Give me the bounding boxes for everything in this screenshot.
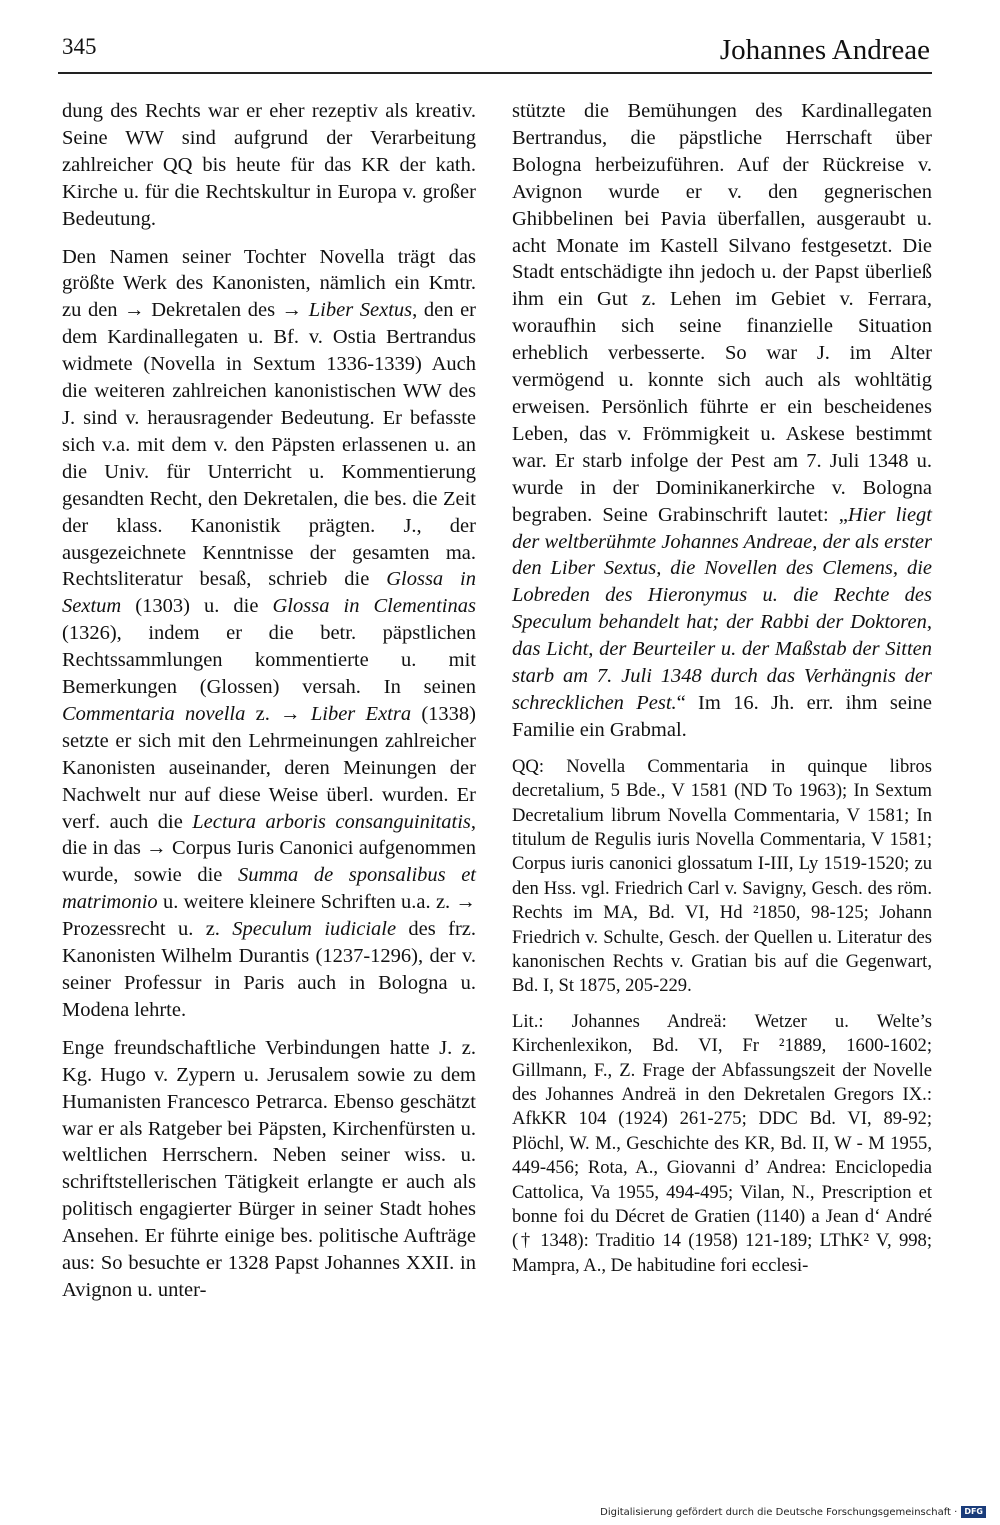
- italic-text: Commentaria novella: [62, 702, 246, 725]
- text-run: u. weitere kleinere Schriften u.a. z. → Prozessrecht u. z.: [62, 891, 476, 941]
- text-run: stützte die Bemühungen des Kardinallegaten Bertrandus, die päpstliche Herrschaft über Bologna herbeizuführen. Auf der Rückreise v. Avignon wurde er v. den gegnerischen Ghibbelinen bei Pavia überfallen, ausgeraubt u. acht Monate im Kastell Silvano festgesetzt. Die Stadt entschädigte ihn jedoch u. der Papst überließ ihm ein Gut z. Lehen im Gebiet v. Ferrara, woraufhin sich seine finanzielle Situation erheblich verbesserte. So war J. im Alter vermögend u. konnte sich auch als wohltätig erweisen. Persönlich führte er ein bescheidenes Leben, das v. Frömmigkeit u. Askese bestimmt war. Er starb infolge der Pest am 7. Juli 1348 u. wurde in der Dominikanerkirche v. Bologna begraben. Seine Grabinschrift lautet: „: [512, 100, 932, 526]
- italic-text: Glossa in Clementinas: [272, 595, 476, 618]
- text-run: dung des Rechts war er eher rezeptiv als kreativ. Seine WW sind aufgrund der Verarbeitung zahlreicher QQ bis heute für das KR der kath. Kirche u. für die Rechtskultur in Europa v. großer Bedeutung.: [62, 100, 476, 230]
- italic-text: Glossa in Sextum: [62, 568, 476, 618]
- text-run: , den er dem Kardinallegaten u. Bf. v. Ostia Bertrandus widmete (Novella in Sextum 1336-1339) Auch die weiteren zahlreichen kanonistischen WW des J. sind v. herausragender Bedeutung. Er befasste sich v.a. mit dem v. den Päpsten erlassenen u. an die Univ. für Unterricht u. Kommentierung gesandten Recht, den Dekretalen, die bes. die Zeit der klass. Kanonistik prägten. J., der ausgezeichnete Kenntnisse der gesamten ma. Rechtsliteratur besaß, schrieb die: [62, 299, 476, 591]
- text-run: Lit.: Johannes Andreä: Wetzer u. Welte’s Kirchenlexikon, Bd. VI, Fr ²1889, 1600-1602; Gillmann, F., Z. Frage der Abfassungszeit der Novelle des Johannes Andreä in den Dekretalen Gregors IX.: AfkKR 104 (1924) 261-275; DDC Bd. VI, 89-92; Plöchl, W. M., Geschichte des KR, Bd. II, W - M 1955, 449-456; Rota, A., Giovanni d’ Andrea: Enciclopedia Cattolica, Va 1955, 494-495; Vilan, N., Prescription et bonne foi du Décret de Gratien (1140) a Jean d‘ André († 1348): Traditio 14 (1958) 121-189; LThK² V, 998; Mampra, A., De habitudine fori ecclesi-: [512, 1010, 932, 1276]
- running-title: Johannes Andreae: [719, 34, 930, 66]
- footer-credit: Digitalisierung gefördert durch die Deutsche Forschungsgemeinschaft ·: [600, 1506, 958, 1518]
- text-run: , die in das → Corpus Iuris Canonici aufgenommen wurde, sowie die: [62, 810, 476, 887]
- literature-paragraph: [512, 1010, 932, 1278]
- header-rule: [58, 72, 932, 74]
- italic-text: Lectura arboris consanguinitatis: [192, 810, 471, 833]
- italic-text: Summa de sponsalibus et matrimonio: [62, 864, 476, 914]
- right-column: [512, 98, 932, 1289]
- text-run: (1338) setzte er sich mit den Lehrmeinungen zahlreicher Kanonisten auseinander, deren Meinungen der Nachwelt nur auf diese Weise überl. wurden. Er verf. auch die: [62, 702, 477, 833]
- text-run: des frz. Kanonisten Wilhelm Durantis (1237-1296), der v. seiner Professur in Paris auch in Bologna u. Modena lehrte.: [62, 918, 476, 1021]
- italic-text: Liber Extra: [310, 702, 412, 725]
- text-run: QQ: Novella Commentaria in quinque libros decretalium, 5 Bde., V 1581 (ND To 1963); In Sextum Decretalium librum Novella Commentaria, V 1581; In titulum de Regulis iuris Novella Commentaria, V 1581; Corpus iuris canonici glossatum I-III, Ly 1519-1520; zu den Hss. vgl. Friedrich Carl v. Savigny, Gesch. des röm. Rechts im MA, Bd. VI, Hd ²1850, 98-125; Johann Friedrich v. Schulte, Gesch. der Quellen u. Literatur des kanonischen Rechts v. Gratian bis auf die Gegenwart, Bd. I, St 1875, 205-229.: [512, 755, 932, 997]
- sources-paragraph: [512, 755, 932, 999]
- paragraph: [62, 244, 476, 1024]
- paragraph: [62, 98, 476, 233]
- text-run: Den Namen seiner Tochter Novella trägt das größte Werk des Kanonisten, nämlich ein Kmtr. zu den → Dekretalen des →: [62, 245, 476, 322]
- italic-text: Speculum iudiciale: [232, 918, 397, 941]
- italic-text: Liber Sextus: [308, 299, 413, 322]
- left-column: [62, 98, 476, 1315]
- paragraph: [512, 98, 932, 744]
- italic-text: Hier liegt der weltberühmte Johannes Andreae, der als erster den Liber Sextus, die Novellen des Clemens, die Lobreden des Hieronymus u. die Rechte des Speculum behandelt hat; der Rabbi der Doktoren, das Licht, der Beurteiler u. der Maßstab der Sitten starb am 7. Juli 1348 durch das Verhängnis der schrecklichen Pest.: [512, 503, 932, 714]
- text-run: (1326), indem er die betr. päpstlichen Rechtssammlungen kommentierte u. mit Bemerkungen (Glossen) versah. In seinen: [62, 622, 476, 699]
- digitization-footer: [600, 1506, 986, 1518]
- dfg-logo: DFG: [961, 1506, 986, 1518]
- text-run: “ Im 16. Jh. err. ihm seine Familie ein Grabmal.: [512, 691, 932, 741]
- text-run: (1303) u. die: [121, 595, 273, 618]
- page-number: 345: [62, 34, 97, 59]
- paragraph: [62, 1035, 476, 1304]
- text-run: z. →: [245, 702, 311, 725]
- text-run: Enge freundschaftliche Verbindungen hatte J. z. Kg. Hugo v. Zypern u. Jerusalem sowie zu dem Humanisten Francesco Petrarca. Ebenso geschätzt war er als Ratgeber bei Päpsten, Kirchenfürsten u. weltlichen Herrschern. Neben seiner wiss. u. schriftstellerischen Tätigkeit erlangte er auch als politisch engagierter Bürger in seiner Stadt hohes Ansehen. Er führte einige bes. politische Aufträge aus: So besuchte er 1328 Papst Johannes XXII. in Avignon u. unter-: [62, 1036, 476, 1301]
